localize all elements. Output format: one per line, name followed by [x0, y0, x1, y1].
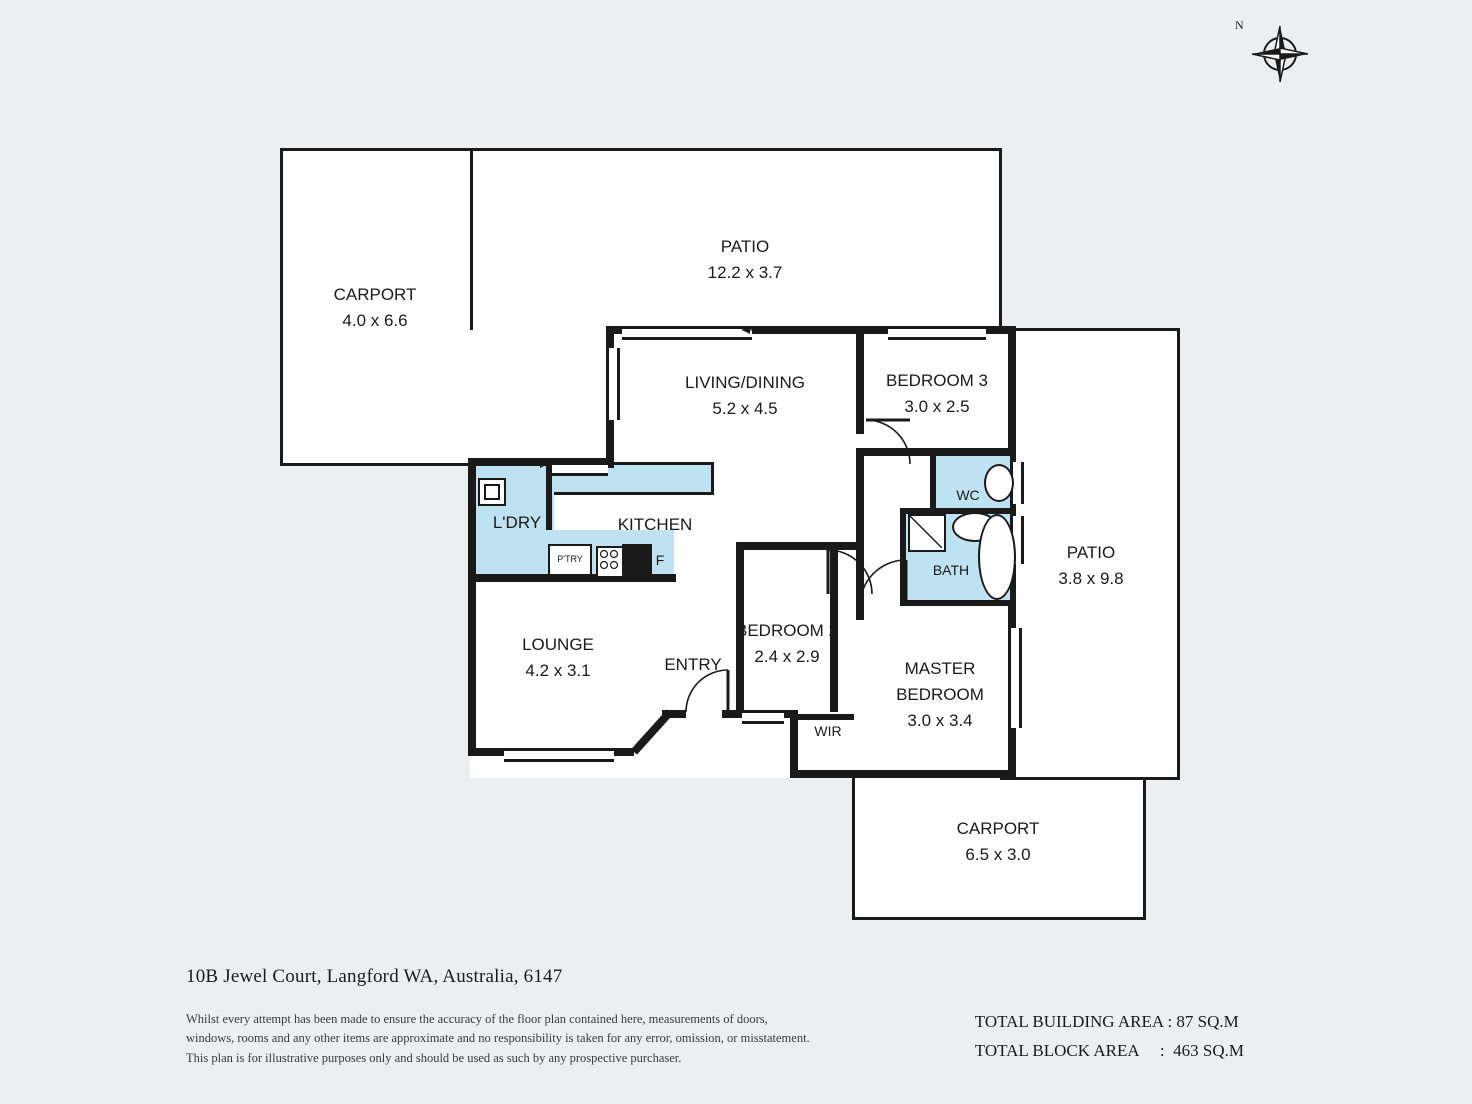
label-bedroom3-dim: 3.0 x 2.5 [904, 397, 970, 416]
label-living-dining-dim: 5.2 x 4.5 [712, 399, 778, 418]
patio-right-wall-right [1177, 328, 1180, 780]
label-carport-left-name: CARPORT [333, 285, 417, 304]
disclaimer-line-2: windows, rooms and any other items are approximate and no responsibility is taken for any error, omission, or misstatement. [186, 1031, 810, 1046]
label-bath: BATH [932, 562, 970, 578]
patio-right-wall-bottom [1000, 777, 1180, 780]
kitchen-island-outline-right [711, 462, 714, 495]
patio-right-wall-top [1000, 328, 1180, 331]
bedroom3-door-swing-icon [864, 418, 912, 466]
bedroom3-wall-bottom [856, 448, 1016, 456]
master-wall-east-lower [1008, 728, 1016, 778]
carport-left-fill [280, 148, 470, 464]
wir-wall-vert [790, 710, 798, 778]
kitchen-counter-dark [622, 544, 652, 576]
label-wc: WC [956, 487, 980, 503]
label-bedroom2-dim: 2.4 x 2.9 [754, 647, 820, 666]
label-bedroom2-name: BEDROOM 2 [735, 621, 839, 640]
wc-wall-left [930, 456, 936, 512]
kitchen-island-outline-bottom [554, 492, 714, 495]
bath-wall-bottom [900, 600, 1016, 606]
shower-diagonal-icon [908, 514, 942, 548]
carport-left-wall-top [280, 148, 472, 151]
label-carport-left-dim: 4.0 x 6.6 [342, 311, 408, 330]
living-sliding-door-left [622, 326, 752, 340]
living-wall-left-upper [606, 326, 614, 348]
label-laundry: L'DRY [492, 513, 542, 532]
carport-left-wall-left [280, 148, 283, 466]
label-pantry: P'TRY [557, 554, 583, 564]
laundry-slide-arrow-icon [500, 458, 552, 470]
laundry-trough-inner-icon [484, 484, 500, 500]
lounge-window-south [504, 748, 614, 762]
total-building-area: TOTAL BUILDING AREA : 87 SQ.M [974, 1012, 1239, 1031]
label-fridge: F [655, 552, 665, 568]
carport-bottom-wall-left [852, 778, 855, 920]
master-wall-east [1008, 606, 1016, 628]
pantry-outline-right [590, 544, 592, 574]
label-lounge-name: LOUNGE [522, 635, 594, 654]
label-bedroom3-name: BEDROOM 3 [885, 371, 989, 390]
disclaimer-text [186, 1010, 810, 1068]
toilet-icon [984, 464, 1014, 502]
label-lounge-dim: 4.2 x 3.1 [525, 661, 591, 680]
house-wall-west-lower [468, 578, 476, 756]
bath-door-swing-icon [858, 558, 908, 608]
property-address: 10B Jewel Court, Langford WA, Australia, 6147 [186, 966, 563, 987]
disclaimer-line-3: This plan is for illustrative purposes only and should be used as such by any prospective purchaser. [186, 1050, 682, 1065]
label-patio-top-name: PATIO [720, 237, 770, 256]
patio-top-wall-right [999, 148, 1002, 332]
label-master-line1: MASTER [904, 659, 976, 678]
compass-rose [1235, 18, 1315, 98]
carport-bottom-wall-right [1143, 778, 1146, 920]
label-master-dim: 3.0 x 3.4 [907, 711, 973, 730]
label-master-line2: BEDROOM [896, 685, 984, 704]
house-wall-south-main [790, 770, 1016, 778]
carport-bottom-wall-bottom [852, 917, 1146, 920]
lounge-wall-south-left [468, 748, 504, 756]
total-block-area: TOTAL BLOCK AREA : 463 SQ.M [974, 1040, 1244, 1060]
label-carport-bottom-dim: 6.5 x 3.0 [965, 845, 1031, 864]
label-entry: ENTRY [664, 655, 722, 674]
bedroom2-wall-top [736, 542, 836, 550]
carport-left-wall-bottom [280, 463, 472, 466]
disclaimer-line-1: Whilst every attempt has been made to ensure the accuracy of the floor plan contained here, measurements of doors, [186, 1012, 768, 1026]
living-window-left [606, 348, 620, 420]
entry-diagonal-wall [620, 700, 690, 760]
label-patio-right-dim: 3.8 x 9.8 [1058, 569, 1124, 588]
bathtub-icon [978, 514, 1016, 600]
entry-wall-south-a [662, 710, 686, 718]
cooktop-burners-icon [596, 546, 622, 574]
label-kitchen: KITCHEN [617, 515, 693, 534]
compass-north-label: N [1235, 18, 1244, 32]
kitchen-island-outline [554, 462, 714, 465]
bedroom3-window-top [888, 326, 986, 340]
label-carport-bottom-name: CARPORT [956, 819, 1040, 838]
patio-top-wall-left [470, 148, 473, 330]
patio-slide-arrow-icon [738, 324, 858, 336]
master-wall-west [856, 606, 864, 620]
label-patio-top-dim: 12.2 x 3.7 [707, 263, 783, 282]
area-summary [975, 1008, 1244, 1066]
compass-icon [1235, 18, 1315, 98]
label-wir: WIR [814, 723, 842, 739]
wir-wall-top [798, 714, 854, 720]
patio-top-wall-top [470, 148, 1002, 151]
bedroom2-window-south [742, 710, 784, 724]
label-patio-right-name: PATIO [1066, 543, 1116, 562]
label-living-dining-name: LIVING/DINING [685, 373, 805, 392]
